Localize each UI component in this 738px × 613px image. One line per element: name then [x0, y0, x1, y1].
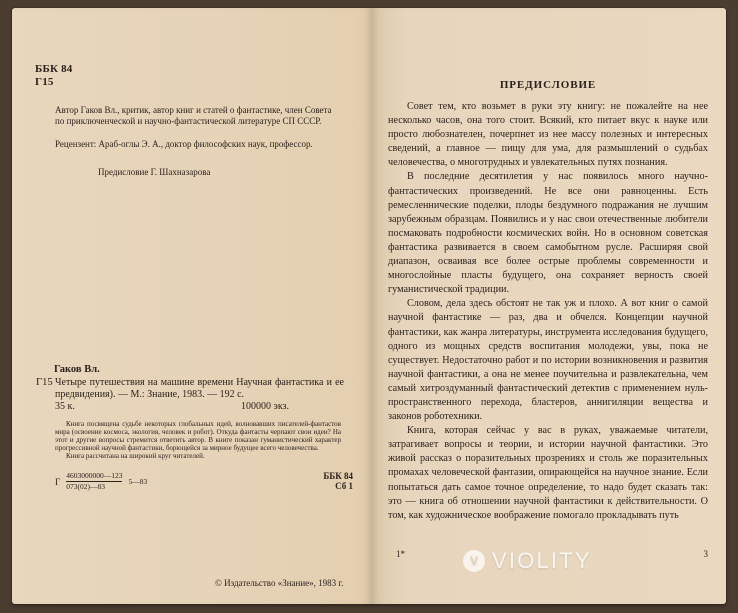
catalog-card-summary	[55, 420, 341, 460]
violity-watermark-text: VIOLITY	[492, 548, 592, 573]
catalog-card-code-numerator: 4603000000—123	[66, 471, 123, 480]
catalog-card-price: 35 к.	[55, 401, 75, 412]
catalog-card-entry-row	[36, 377, 354, 401]
catalog-card-classification-codes	[55, 471, 147, 492]
catalog-card-code: Г15	[36, 377, 53, 388]
catalog-card	[36, 364, 354, 492]
page-number: 3	[703, 549, 708, 559]
right-page	[372, 8, 726, 604]
preface-heading: ПРЕДИСЛОВИЕ	[499, 79, 597, 91]
catalog-card-codes-prefix: Г	[55, 476, 61, 487]
preface-text	[388, 100, 708, 523]
catalog-card-code-suffix: 5—83	[128, 476, 148, 486]
book-index-code: Г15	[35, 76, 54, 88]
right-page-footer	[396, 549, 708, 559]
signature-mark: 1*	[396, 549, 405, 559]
left-page	[12, 8, 372, 604]
reviewer-note: Рецензент: Араб-оглы Э. А., доктор философских наук, профессор.	[55, 139, 313, 149]
copyright-line: © Издательство «Знание», 1983 г.	[215, 578, 344, 588]
preface-paragraph-4: Книга, которая сейчас у вас в руках, уважаемые читатели, затрагивает вопросы и теории, и истории научной фантастики. Это живой рассказ о поразительных прозрениях и столь же поразительных промахах человеческой фантазии, опирающейся на научное знание. Если попытаться дать самое точное определение, то надо будет сказать так: это — книга об отношении научной фантастики к действительности. О том, как художническое воображение помогало прокладывать путь	[388, 425, 708, 521]
catalog-card-print-run: 100000 экз.	[241, 401, 289, 412]
catalog-card-code-denominator: 073(02)—83	[66, 482, 105, 491]
catalog-card-code-row	[55, 471, 353, 492]
bbk-code: ББК 84	[35, 63, 73, 75]
violity-logo-icon: V	[463, 550, 485, 572]
catalog-card-bbk-line-2: Сб 1	[335, 481, 353, 491]
catalog-card-summary-paragraph-1: Книга посвящена судьбе некоторых глобальных идей, волновавших писателей-фантастов мира (освоение космоса, экология, человек и робот). Откуда фантасты черпают свои идеи? На этот и другие вопросы стремится ответить автор. В книге показан гуманистический характер прогрессивной научной фантастики, борющейся за мирное будущее всего человечества.	[55, 420, 341, 452]
catalog-card-code-fraction	[66, 471, 122, 492]
preface-paragraph-2: В последние десятилетия у нас появилось много научно-фантастических произведений. Не все они равноценны. Есть ремесленнические поделки, плоды бездумного подражания не лучшим зарубежным образцам. Появились и у нас свои отечественные любители посмаковать подробности космических войн. Но в основном советская фантастика развивается в своем самобытном русле. Расширяя свой диапазон, осваивая все более острые проблемы современности и многослойные пласты будущего, она сохраняет верность своей гуманистической традиции.	[388, 171, 708, 296]
preface-paragraph-1: Совет тем, кто возьмет в руки эту книгу: не пожалейте на нее несколько часов, она того стоит. Всякий, кто питает вкус к науке или просто любознателен, почерпнет из нее массу полезных и интересных сведений, а главное — пищу для ума, для размышлений о судьбах человечества, о многотрудных и увлекательных путях познания.	[388, 101, 708, 169]
catalog-card-author: Гаков Вл.	[54, 364, 100, 375]
preface-paragraph-3: Словом, дела здесь обстоят не так уж и плохо. А вот книг о самой научной фантастике — раз, два и обчелся. Концепции научной фантастики, как жанра литературы, инструмента исследования будущего, одного из мощных средств воспитания молодежи, увы, пока не существует. Недостаточно работ и по истории возникновения и развития научной фантастики, а она не менее поучительна и развлекательна, чем самый хитроздуманный фантастический детектив с применением нуль-пространственного перехода, бластеров, аннигиляции вещества и законов роботехники.	[388, 298, 708, 423]
catalog-card-price-row	[55, 401, 289, 413]
author-note: Автор Гаков Вл., критик, автор книг и статей о фантастике, член Совета по приключенческой и научно-фантастической литературе СП СССР.	[55, 105, 332, 126]
book-spread	[12, 8, 726, 604]
catalog-card-bibliographic-entry: Четыре путешествия на машине времени Научная фантастика и ее предвидения). — М.: Знание, 1983. — 192 с.	[55, 377, 344, 400]
catalog-card-bbk	[323, 471, 353, 491]
foreword-credit: Предисловие Г. Шахназарова	[98, 167, 211, 177]
catalog-card-summary-paragraph-2: Книга рассчитана на широкий круг читателей.	[66, 452, 205, 460]
catalog-card-bbk-line-1: ББК 84	[323, 471, 353, 481]
